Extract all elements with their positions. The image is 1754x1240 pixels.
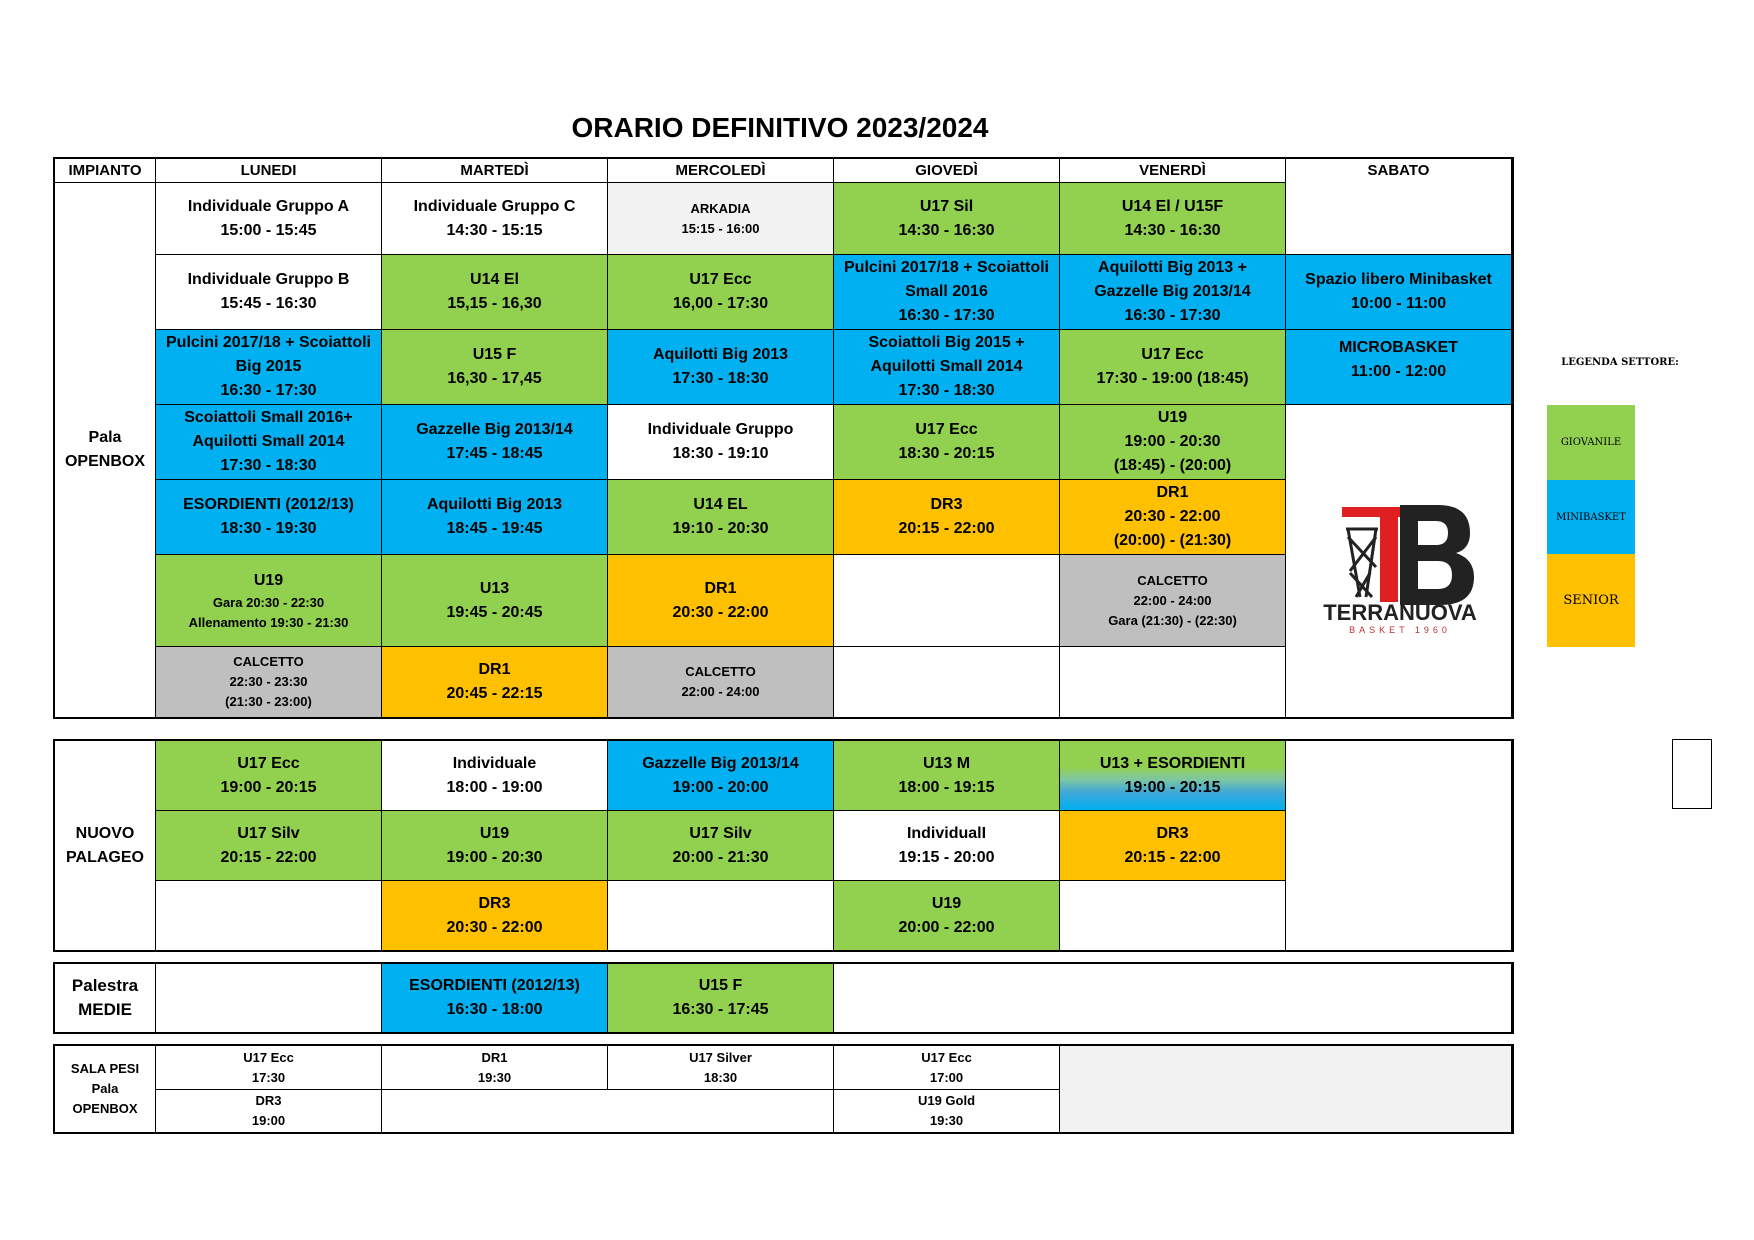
slot-text: 15:00 - 15:45 xyxy=(220,221,317,239)
slot-text: DR3 xyxy=(478,894,511,912)
slot-text: 17:30 - 18:30 xyxy=(672,370,769,387)
slot-text: U17 Ecc xyxy=(1141,346,1204,363)
empty-slot xyxy=(1059,1045,1512,1133)
slot-text: 16:30 - 17:45 xyxy=(672,1001,769,1018)
schedule-slot xyxy=(155,479,382,555)
slot-text: U19 Gold xyxy=(917,1093,976,1108)
schedule-slot xyxy=(607,479,834,555)
slot-text: 16:30 - 17:30 xyxy=(220,382,317,399)
slot-text: Individuale Gruppo xyxy=(647,421,794,438)
slot-text: U17 Sil xyxy=(919,197,974,215)
slot-text: ESORDIENTI (2012/13) xyxy=(409,977,580,994)
schedule-slot xyxy=(833,479,1060,555)
schedule-slot xyxy=(1059,404,1286,480)
slot-text: U17 Ecc xyxy=(243,1049,294,1065)
schedule-slot xyxy=(155,554,382,647)
facility-nuovo-palageo xyxy=(54,740,156,951)
slot-text: 22:30 - 23:30 xyxy=(229,674,308,689)
slot-text: Individuale Gruppo C xyxy=(413,197,576,215)
slot-text: U17 Ecc xyxy=(921,1049,972,1065)
empty-slot xyxy=(155,880,382,951)
slot-text: 18:00 - 19:15 xyxy=(898,778,995,796)
schedule-slot xyxy=(607,1045,834,1090)
slot-text: DR1 xyxy=(1156,484,1189,501)
schedule-slot xyxy=(155,1089,382,1133)
facility-sala-pesi xyxy=(54,1045,156,1133)
slot-text: 18:30 xyxy=(703,1069,738,1085)
slot-text: PALAGEO xyxy=(66,848,144,866)
header-day-martedi: MARTEDÌ xyxy=(381,158,608,183)
slot-text: 17:30 - 19:00 (18:45) xyxy=(1096,370,1249,387)
slot-text: 14:30 - 15:15 xyxy=(446,221,543,239)
slot-text: Gazzelle Big 2013/14 xyxy=(416,421,573,438)
schedule-slot xyxy=(607,963,834,1033)
schedule-slot xyxy=(1059,479,1286,555)
slot-text: 20:00 - 22:00 xyxy=(898,918,995,936)
schedule-slot xyxy=(607,404,834,480)
slot-text: Individuale Gruppo A xyxy=(187,197,350,215)
slot-text: 16,30 - 17,45 xyxy=(447,370,542,387)
slot-text: 16:30 - 17:30 xyxy=(898,307,995,324)
logo-subtext: BASKET 1960 xyxy=(1349,625,1451,635)
slot-text: DR3 xyxy=(930,496,963,513)
schedule-slot xyxy=(1059,810,1286,881)
slot-text: U15 F xyxy=(472,346,517,363)
schedule-slot xyxy=(833,182,1060,255)
slot-text: Pulcini 2017/18 + Scoiattoli xyxy=(166,334,371,351)
slot-text: 17:30 - 18:30 xyxy=(220,457,317,474)
schedule-slot xyxy=(155,646,382,718)
slot-text: Palestra xyxy=(71,976,139,995)
empty-slot xyxy=(381,1089,834,1133)
schedule-slot xyxy=(1059,554,1286,647)
slot-text: (21:30 - 23:00) xyxy=(225,694,312,709)
schedule-slot xyxy=(381,1045,608,1090)
schedule-slot xyxy=(833,404,1060,480)
schedule-slot xyxy=(607,254,834,330)
schedule-slot xyxy=(155,810,382,881)
schedule-slot xyxy=(381,740,608,811)
slot-text: Individuale xyxy=(452,754,537,772)
slot-text: U13 + ESORDIENTI xyxy=(1099,754,1246,772)
schedule-slot xyxy=(155,404,382,480)
slot-text: U17 Silv xyxy=(689,824,752,842)
schedule-slot xyxy=(381,963,608,1033)
slot-text: 19:15 - 20:00 xyxy=(898,848,995,866)
slot-text: OPENBOX xyxy=(72,1101,138,1116)
slot-text: 20:30 - 22:00 xyxy=(446,918,543,936)
header-day-giovedi: GIOVEDÌ xyxy=(833,158,1060,183)
slot-text: 15:15 - 16:00 xyxy=(681,220,760,236)
slot-text: U14 EL xyxy=(693,496,748,513)
slot-text: 18:30 - 19:10 xyxy=(672,445,769,462)
schedule-slot xyxy=(607,810,834,881)
schedule-slot xyxy=(381,404,608,480)
slot-text: 10:00 - 11:00 xyxy=(1350,295,1447,312)
schedule-slot xyxy=(381,479,608,555)
slot-text: U19 xyxy=(931,894,962,912)
empty-slot xyxy=(833,963,1512,1033)
slot-text: Gazzelle Big 2013/14 xyxy=(1094,283,1251,300)
slot-text: 20:15 - 22:00 xyxy=(1124,848,1221,866)
slot-text: 19:00 - 20:30 xyxy=(446,848,543,866)
slot-text: Aquilotti Big 2013 + xyxy=(1098,259,1247,276)
schedule-slot xyxy=(155,182,382,255)
schedule-slot xyxy=(1285,329,1512,405)
slot-text: 19:30 xyxy=(477,1069,512,1085)
slot-text: 11:00 - 12:00 xyxy=(1350,363,1447,380)
schedule-slot xyxy=(833,329,1060,405)
schedule-slot xyxy=(1059,740,1286,811)
slot-text: Aquilotti Small 2014 xyxy=(870,358,1023,375)
slot-text: CALCETTO xyxy=(685,664,756,679)
slot-text: 15:45 - 16:30 xyxy=(220,295,317,312)
slot-text: Individuale Gruppo B xyxy=(187,271,350,288)
schedule-slot xyxy=(607,646,834,718)
slot-text: DR3 xyxy=(1156,824,1189,842)
schedule-slot xyxy=(1059,182,1286,255)
slot-text: 22:00 - 24:00 xyxy=(681,684,760,699)
slot-text: (18:45) - (20:00) xyxy=(1113,457,1232,474)
slot-text: 19:00 xyxy=(251,1113,286,1128)
schedule-slot xyxy=(833,1045,1060,1090)
slot-text: Allenamento 19:30 - 21:30 xyxy=(188,614,349,630)
slot-text: Gazzelle Big 2013/14 xyxy=(642,754,799,772)
slot-text: DR1 xyxy=(704,579,737,597)
empty-slot xyxy=(1285,740,1512,951)
empty-slot xyxy=(1059,646,1286,718)
schedule-slot xyxy=(833,1089,1060,1133)
slot-text: U17 Ecc xyxy=(689,271,752,288)
slot-text: CALCETTO xyxy=(1137,572,1208,588)
slot-text: Spazio libero Minibasket xyxy=(1305,271,1492,288)
slot-text: DR1 xyxy=(478,661,511,678)
header-day-venerdi: VENERDÌ xyxy=(1059,158,1286,183)
slot-text: U17 Silver xyxy=(689,1049,752,1065)
logo-text: TERRANUOVA xyxy=(1323,600,1477,625)
slot-text: (20:00) - (21:30) xyxy=(1113,532,1232,549)
schedule-slot xyxy=(1059,254,1286,330)
slot-text: Big 2015 xyxy=(235,358,302,375)
slot-text: U14 El / U15F xyxy=(1121,197,1224,215)
slot-text: SALA PESI xyxy=(70,1061,140,1076)
slot-text: 17:45 - 18:45 xyxy=(446,445,543,462)
slot-text: DR3 xyxy=(255,1093,282,1108)
slot-text: Gara 20:30 - 22:30 xyxy=(212,594,325,610)
slot-text: Scoiattoli Small 2016+ xyxy=(184,409,353,426)
slot-text: NUOVO xyxy=(75,824,135,842)
empty-slot xyxy=(833,646,1060,718)
empty-slot xyxy=(833,554,1060,647)
slot-text: U17 Ecc xyxy=(915,421,978,438)
schedule-slot xyxy=(155,254,382,330)
slot-text: 14:30 - 16:30 xyxy=(1124,221,1221,239)
schedule-slot xyxy=(381,329,608,405)
slot-text: DR1 xyxy=(481,1049,508,1065)
slot-text: 15,15 - 16,30 xyxy=(447,295,542,312)
header-impianto: IMPIANTO xyxy=(54,158,156,183)
empty-slot xyxy=(155,963,382,1033)
empty-slot xyxy=(1059,880,1286,951)
slot-text: 20:30 - 22:00 xyxy=(672,603,769,621)
slot-text: U17 Ecc xyxy=(237,754,300,772)
slot-text: Pulcini 2017/18 + Scoiattoli xyxy=(844,259,1049,276)
empty-slot xyxy=(607,880,834,951)
slot-text: 16,00 - 17:30 xyxy=(672,295,769,312)
slot-text: 19:45 - 20:45 xyxy=(446,603,543,621)
schedule-slot xyxy=(381,554,608,647)
header-day-sabato: SABATO xyxy=(1285,158,1512,183)
empty-slot xyxy=(1285,182,1512,255)
slot-text: U19 xyxy=(479,824,510,842)
facility-pala-openbox xyxy=(54,182,156,718)
slot-text: 18:45 - 19:45 xyxy=(446,520,543,537)
slot-text: 18:00 - 19:00 xyxy=(446,778,543,796)
slot-text: 20:00 - 21:30 xyxy=(672,848,769,866)
schedule-slot xyxy=(381,182,608,255)
facility-palestra-medie xyxy=(54,963,156,1033)
schedule-slot xyxy=(1059,329,1286,405)
schedule-slot xyxy=(607,182,834,255)
facility-line: Pala xyxy=(88,429,122,446)
slot-text: 16:30 - 18:00 xyxy=(446,1001,543,1018)
slot-text: 17:30 - 18:30 xyxy=(898,382,995,399)
slot-text: IndividualI xyxy=(906,824,987,842)
schedule-slot xyxy=(833,880,1060,951)
slot-text: Pala xyxy=(91,1081,119,1096)
legend-senior: SENIOR xyxy=(1547,554,1635,647)
slot-text: Gara (21:30) - (22:30) xyxy=(1108,612,1237,628)
schedule-slot xyxy=(155,329,382,405)
legend-title: LEGENDA SETTORE: xyxy=(1561,357,1679,368)
slot-text: 22:00 - 24:00 xyxy=(1133,592,1212,608)
legend-empty-box xyxy=(1672,739,1712,809)
slot-text: Aquilotti Big 2013 xyxy=(652,346,789,363)
schedule-slot xyxy=(607,554,834,647)
slot-text: U13 xyxy=(479,579,510,597)
terranuova-logo xyxy=(1320,497,1480,637)
legend-giovanile: GIOVANILE xyxy=(1547,405,1635,480)
slot-text: 20:30 - 22:00 xyxy=(1124,508,1221,525)
legend-minibasket: MINIBASKET xyxy=(1547,480,1635,554)
slot-text: 20:45 - 22:15 xyxy=(446,685,543,702)
slot-text: U17 Silv xyxy=(237,824,300,842)
slot-text: 20:15 - 22:00 xyxy=(898,520,995,537)
schedule-slot xyxy=(381,646,608,718)
slot-text: U14 El xyxy=(470,271,519,288)
slot-text: 14:30 - 16:30 xyxy=(898,221,995,239)
slot-text: 19:00 - 20:30 xyxy=(1124,433,1221,450)
schedule-slot xyxy=(381,880,608,951)
slot-text: 16:30 - 17:30 xyxy=(1124,307,1221,324)
page-title: ORARIO DEFINITIVO 2023/2024 xyxy=(571,112,989,143)
slot-text: 19:10 - 20:30 xyxy=(672,520,769,537)
slot-text: 18:30 - 19:30 xyxy=(220,520,317,537)
slot-text: U19 xyxy=(253,571,284,589)
slot-text: 17:00 xyxy=(929,1069,964,1085)
facility-line: OPENBOX xyxy=(64,453,145,470)
schedule-slot xyxy=(607,329,834,405)
header-day-lunedi: LUNEDI xyxy=(155,158,382,183)
schedule-slot xyxy=(833,810,1060,881)
slot-text: Aquilotti Big 2013 xyxy=(426,496,563,513)
slot-text: CALCETTO xyxy=(233,654,304,669)
slot-text: Scoiattoli Big 2015 + xyxy=(868,334,1025,351)
schedule-slot xyxy=(155,1045,382,1090)
slot-text: 19:30 xyxy=(929,1113,964,1128)
schedule-slot xyxy=(833,740,1060,811)
slot-text: Small 2016 xyxy=(905,283,988,300)
slot-text: U13 M xyxy=(922,754,971,772)
slot-text: 20:15 - 22:00 xyxy=(220,848,317,866)
slot-text: 17:30 xyxy=(251,1069,286,1085)
slot-text: U19 xyxy=(1157,409,1188,426)
schedule-slot xyxy=(381,254,608,330)
schedule-slot xyxy=(607,740,834,811)
slot-text: ARKADIA xyxy=(690,200,751,216)
slot-text: MICROBASKET xyxy=(1338,339,1459,356)
slot-text: 19:00 - 20:15 xyxy=(220,778,317,796)
slot-text: 19:00 - 20:15 xyxy=(1124,778,1221,796)
schedule-slot xyxy=(381,810,608,881)
slot-text: Aquilotti Small 2014 xyxy=(192,433,345,450)
slot-text: 19:00 - 20:00 xyxy=(672,778,769,796)
slot-text: U15 F xyxy=(698,977,743,994)
schedule-slot xyxy=(1285,254,1512,330)
schedule-slot xyxy=(155,740,382,811)
slot-text: ESORDIENTI (2012/13) xyxy=(183,496,354,513)
slot-text: 18:30 - 20:15 xyxy=(898,445,995,462)
slot-text: MEDIE xyxy=(78,1000,132,1019)
header-day-mercoledi: MERCOLEDÌ xyxy=(607,158,834,183)
schedule-slot xyxy=(833,254,1060,330)
